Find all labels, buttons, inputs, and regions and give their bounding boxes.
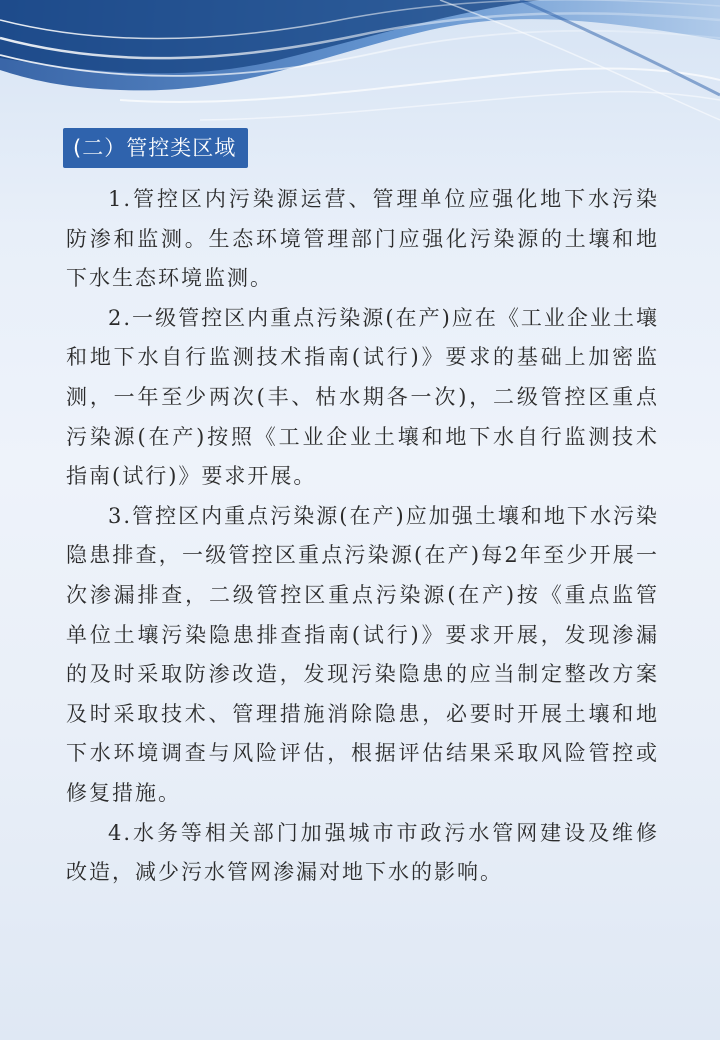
paragraph-2: 2.一级管控区内重点污染源(在产)应在《工业企业土壤和地下水自行监测技术指南(试行)》要求的基础上加密监测，一年至少两次(丰、枯水期各一次)，二级管控区重点污染源(在产)按照《工业企业土壤和地下水自行监测技术指南(试行)》要求开展。	[66, 305, 659, 489]
paragraph-3: 3.管控区内重点污染源(在产)应加强土壤和地下水污染隐患排查，一级管控区重点污染源(在产)每2年至少开展一次渗漏排查，二级管控区重点污染源(在产)按《重点监管单位土壤污染隐患排查指南(试行)》要求开展，发现渗漏的及时采取防渗改造，发现污染隐患的应当制定整改方案及时采取技术、管理措施消除隐患，必要时开展土壤和地下水环境调查与风险评估，根据评估结果采取风险管控或修复措施。	[66, 503, 659, 805]
paragraph-1: 1.管控区内污染源运营、管理单位应强化地下水污染防渗和监测。生态环境管理部门应强化污染源的土壤和地下水生态环境监测。	[66, 187, 659, 291]
body-text	[66, 180, 659, 893]
paragraph-4: 4.水务等相关部门加强城市市政污水管网建设及维修改造，减少污水管网渗漏对地下水的影响。	[66, 820, 659, 885]
section-heading: (二）管控类区域	[63, 128, 248, 168]
